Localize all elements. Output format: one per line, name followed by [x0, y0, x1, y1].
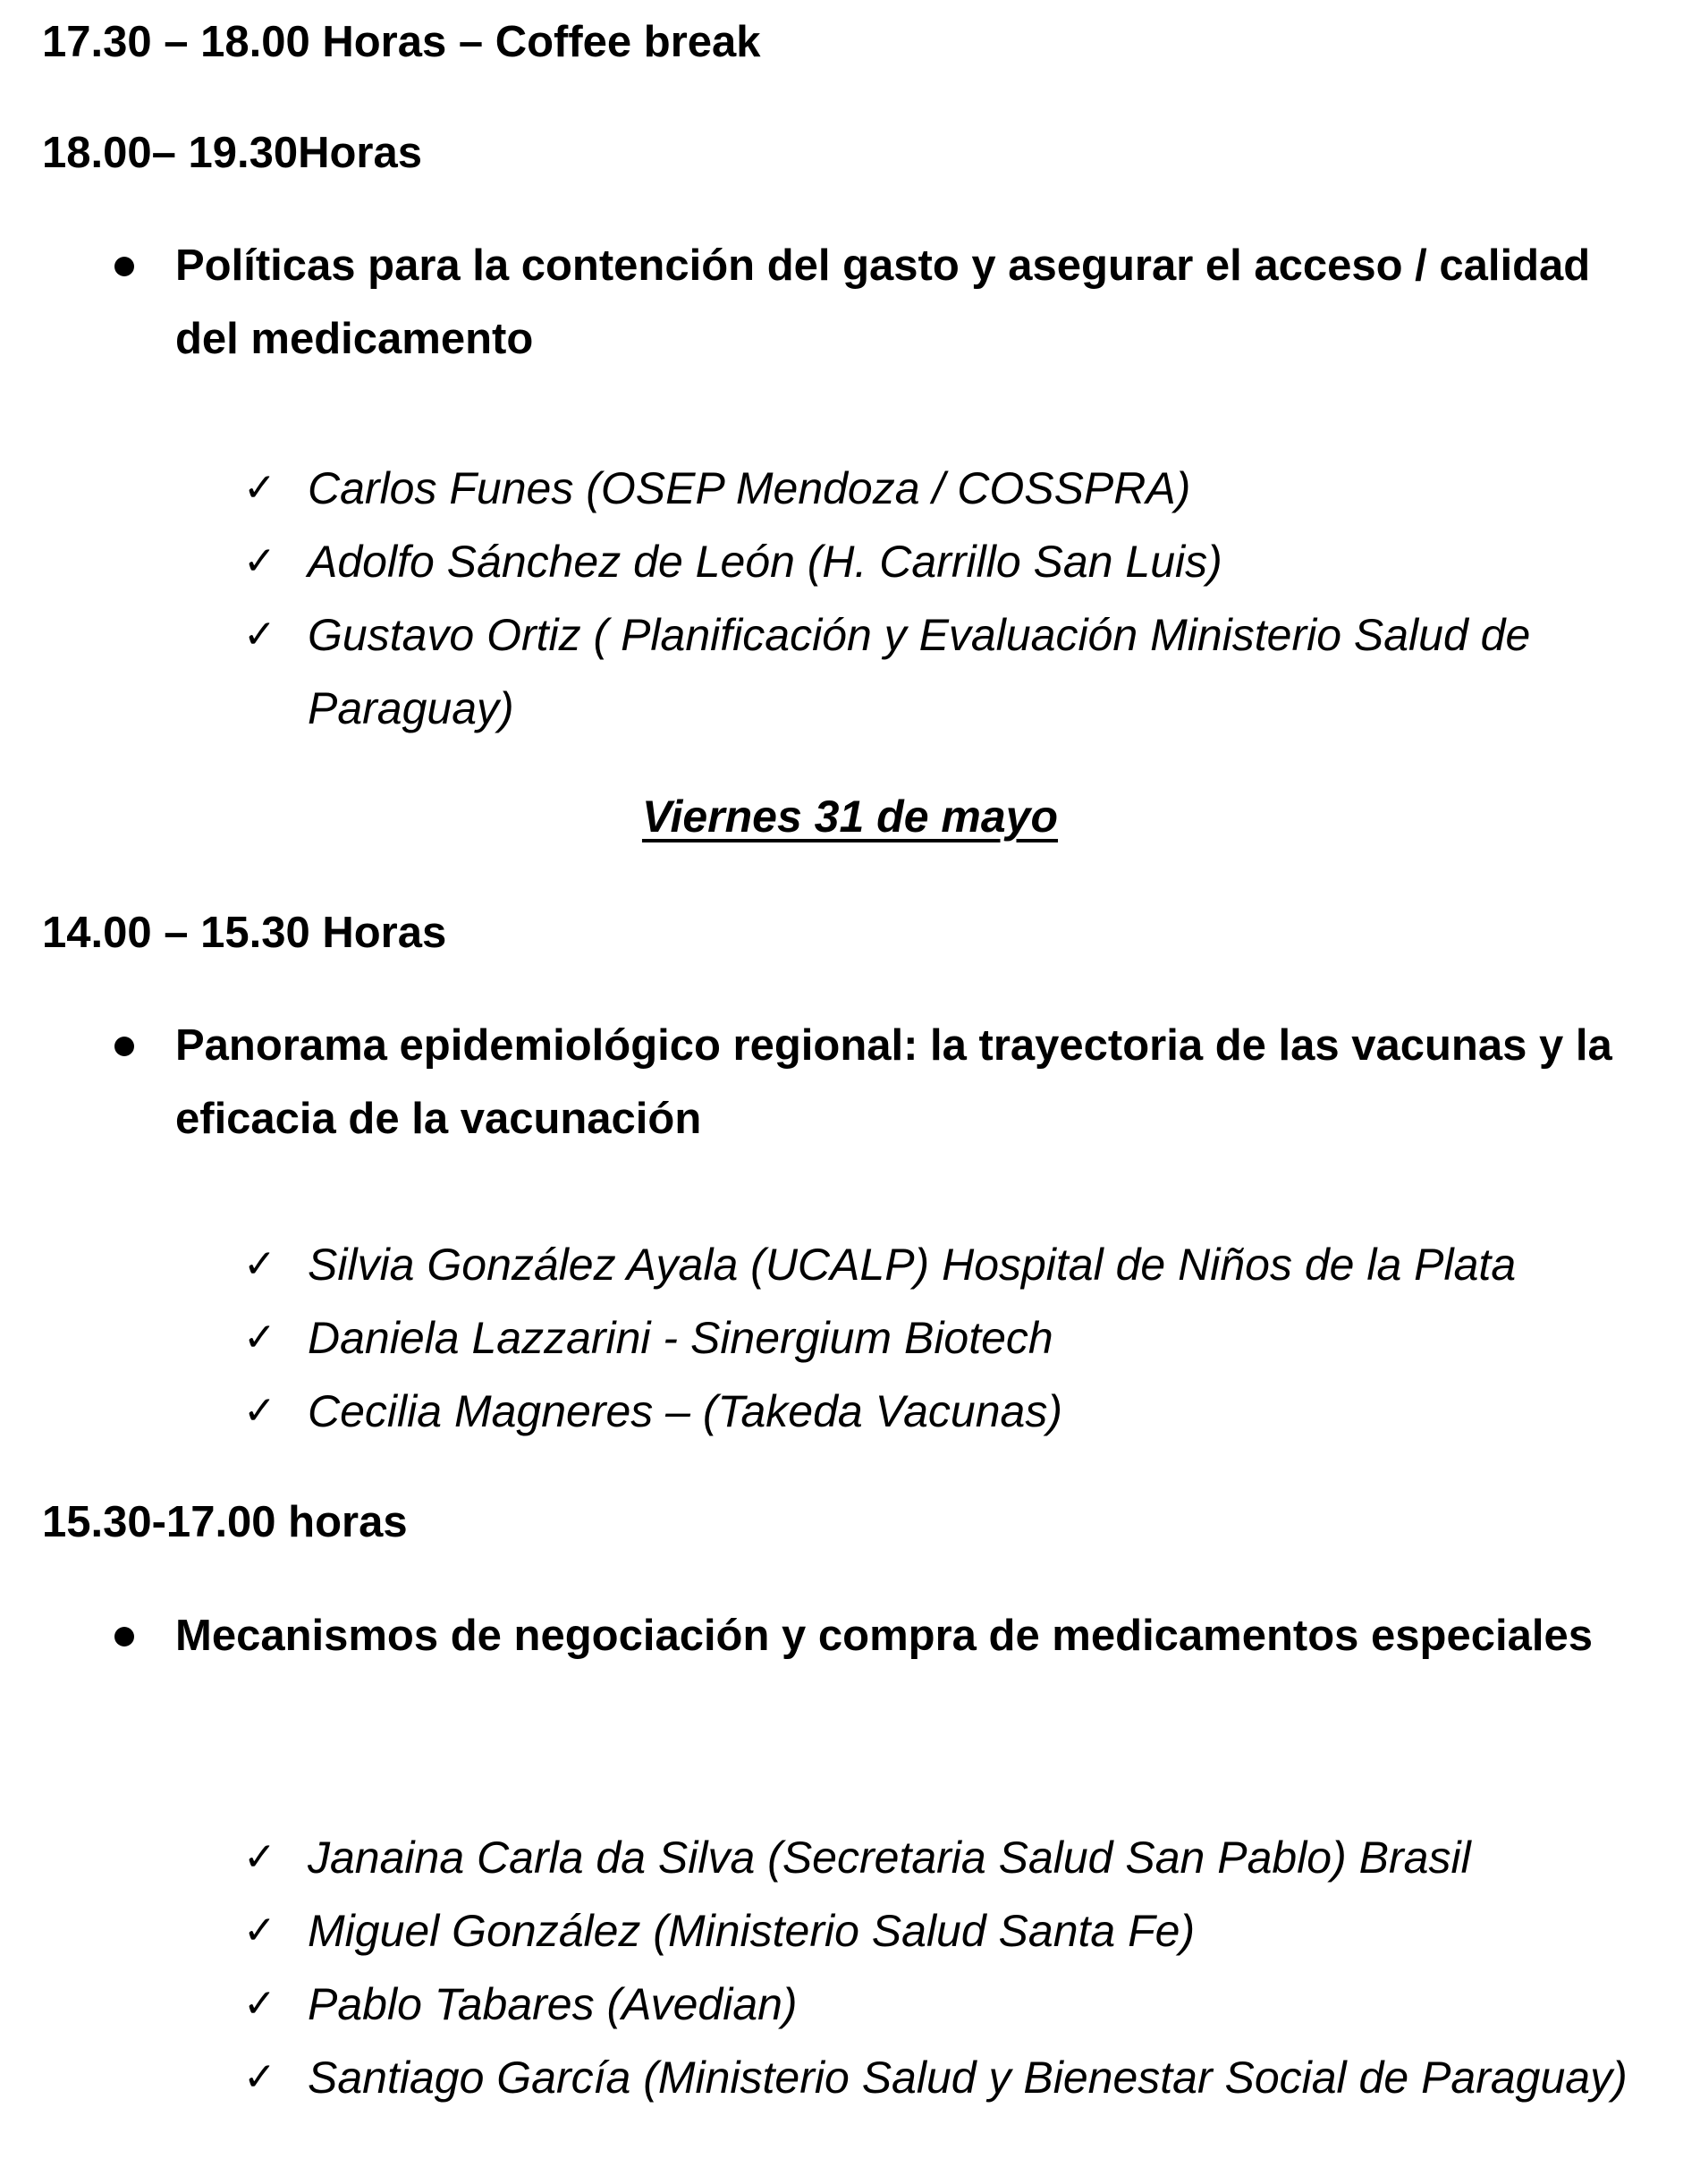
speaker-name: Gustavo Ortiz ( Planificación y Evaluación Ministerio Salud de Paraguay) [308, 610, 1531, 733]
day-heading-text: Viernes 31 de mayo [641, 791, 1059, 842]
checkmark-icon: ✓ [243, 1241, 276, 1287]
speaker-item [241, 1301, 1637, 1375]
checkmark-icon: ✓ [243, 1834, 276, 1880]
speaker-list [241, 1228, 1637, 1448]
speaker-name: Pablo Tabares (Avedian) [308, 1979, 798, 2029]
checkmark-icon: ✓ [243, 1388, 276, 1434]
checkmark-icon: ✓ [243, 1908, 276, 1953]
session-topic: Políticas para la contención del gasto y asegurar el acceso / calidad del medicamento [175, 241, 1591, 363]
checkmark-icon: ✓ [243, 538, 276, 584]
speaker-list [241, 452, 1637, 745]
speaker-item [241, 2041, 1637, 2114]
speaker-item [241, 1375, 1637, 1448]
time-heading-coffee-break: 17.30 – 18.00 Horas – Coffee break [42, 18, 761, 66]
bullet-icon [114, 1627, 134, 1646]
session-topic: Panorama epidemiológico regional: la trayectoria de las vacunas y la eficacia de la vacunación [175, 1021, 1612, 1143]
speaker-name: Carlos Funes (OSEP Mendoza / COSSPRA) [308, 463, 1191, 513]
speaker-name: Daniela Lazzarini - Sinergium Biotech [308, 1313, 1053, 1363]
checkmark-icon: ✓ [243, 612, 276, 657]
speaker-name: Santiago García (Ministerio Salud y Bienestar Social de Paraguay) [308, 2053, 1628, 2103]
bullet-icon [114, 257, 134, 276]
speaker-item [241, 598, 1637, 745]
speaker-item [241, 1968, 1637, 2041]
speaker-list [241, 1821, 1637, 2114]
speaker-name: Adolfo Sánchez de León (H. Carrillo San Luis) [308, 537, 1222, 587]
checkmark-icon: ✓ [243, 2054, 276, 2100]
day-heading [0, 780, 1700, 853]
bullet-icon [114, 1037, 134, 1056]
speaker-name: Miguel González (Ministerio Salud Santa Fe) [308, 1906, 1196, 1956]
speaker-name: Cecilia Magneres – (Takeda Vacunas) [308, 1386, 1062, 1436]
checkmark-icon: ✓ [243, 465, 276, 511]
time-heading-session-2: 14.00 – 15.30 Horas [42, 909, 447, 957]
speaker-item [241, 1228, 1637, 1301]
speaker-name: Janaina Carla da Silva (Secretaria Salud San Pablo) Brasil [308, 1833, 1471, 1883]
speaker-item [241, 452, 1637, 525]
time-heading-session-3: 15.30-17.00 horas [42, 1498, 408, 1546]
session-topic: Mecanismos de negociación y compra de medicamentos especiales [175, 1612, 1593, 1660]
checkmark-icon: ✓ [243, 1981, 276, 2027]
speaker-item [241, 1821, 1637, 1894]
checkmark-icon: ✓ [243, 1315, 276, 1360]
speaker-item [241, 525, 1637, 598]
speaker-name: Silvia González Ayala (UCALP) Hospital de Niños de la Plata [308, 1240, 1517, 1290]
speaker-item [241, 1894, 1637, 1968]
time-heading-session-1: 18.00– 19.30Horas [42, 129, 422, 177]
